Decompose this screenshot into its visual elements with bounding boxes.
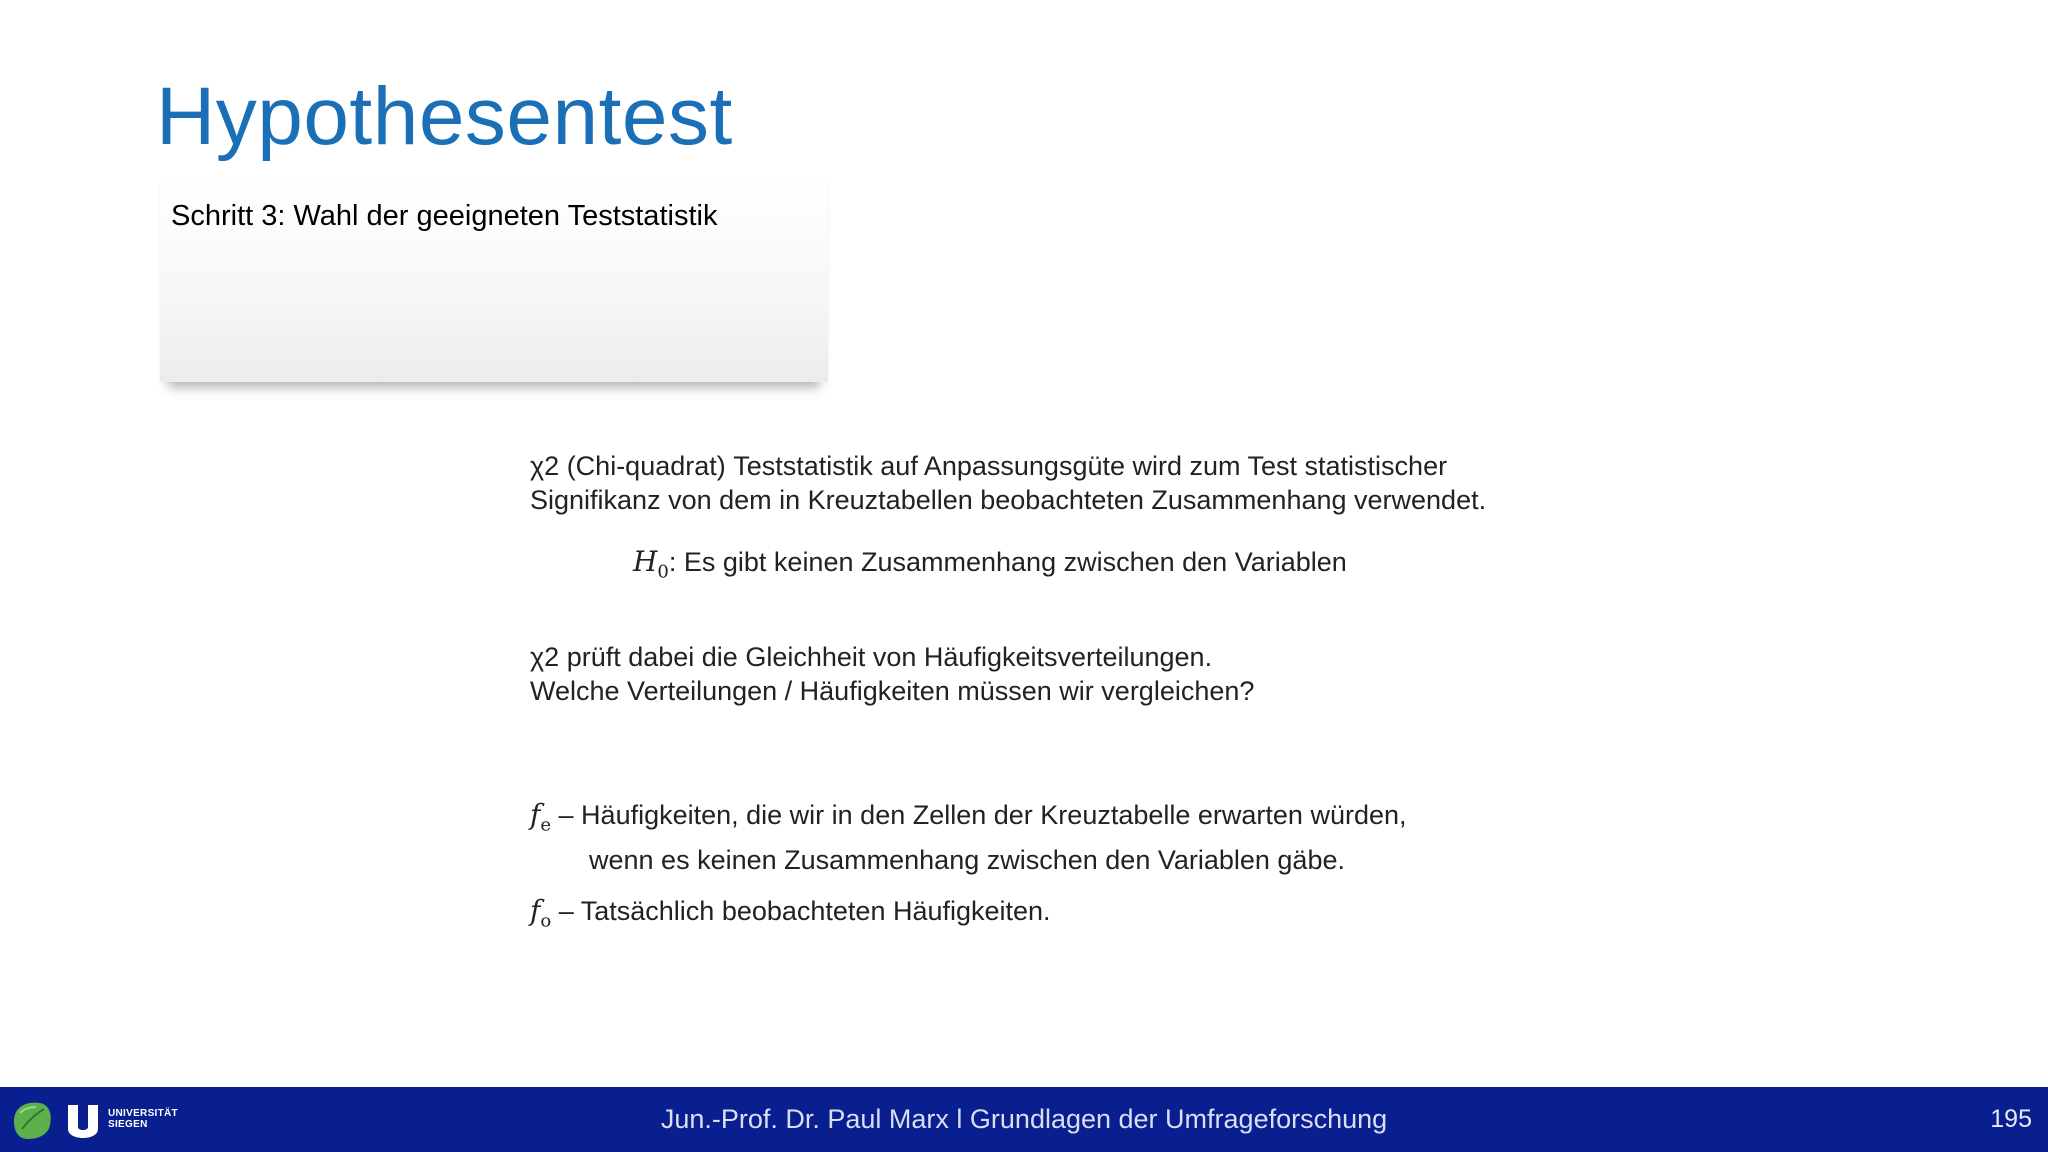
fe-line-2: wenn es keinen Zusammenhang zwischen den Variablen gäbe. [589, 844, 1345, 875]
paragraph-intro-line-2: Signifikanz von dem in Kreuztabellen beobachteten Zusammenhang verwendet. [530, 485, 1487, 515]
fo-line-1: – Tatsächlich beobachteten Häufigkeiten. [551, 896, 1051, 926]
fe-line-1: – Häufigkeiten, die wir in den Zellen der Kreuztabelle erwarten würden, [551, 800, 1407, 830]
slide-title: Hypothesentest [156, 71, 733, 162]
step-card [160, 182, 828, 382]
null-hypothesis [633, 545, 1347, 590]
paragraph-chi2-line-1: χ2 prüft dabei die Gleichheit von Häufigkeitsverteilungen. [530, 642, 1213, 672]
paragraph-intro [530, 449, 1486, 517]
paragraph-chi2-line-2: Welche Verteilungen / Häufigkeiten müssen wir vergleichen? [530, 676, 1255, 706]
fe-symbol: $f_e$ [530, 798, 552, 836]
h0-text: : Es gibt keinen Zusammenhang zwischen den Variablen [668, 547, 1347, 577]
observed-frequencies [530, 894, 1051, 939]
footer-author-course: Jun.-Prof. Dr. Paul Marx l Grundlagen der Umfrageforschung [660, 1104, 1388, 1134]
expected-frequencies [530, 798, 1407, 877]
fo-symbol: $f_o$ [530, 894, 552, 932]
university-name: UNIVERSITÄT SIEGEN [108, 1108, 178, 1130]
footer-bar [0, 1087, 2048, 1152]
paragraph-intro-line-1: χ2 (Chi-quadrat) Teststatistik auf Anpassungsgüte wird zum Test statistischer [530, 451, 1448, 481]
paragraph-chi2 [530, 640, 1254, 708]
page-number: 195 [1990, 1105, 2032, 1133]
h0-symbol: $H_0$ [633, 545, 669, 583]
step-heading: Schritt 3: Wahl der geeigneten Teststatistik [171, 200, 718, 232]
